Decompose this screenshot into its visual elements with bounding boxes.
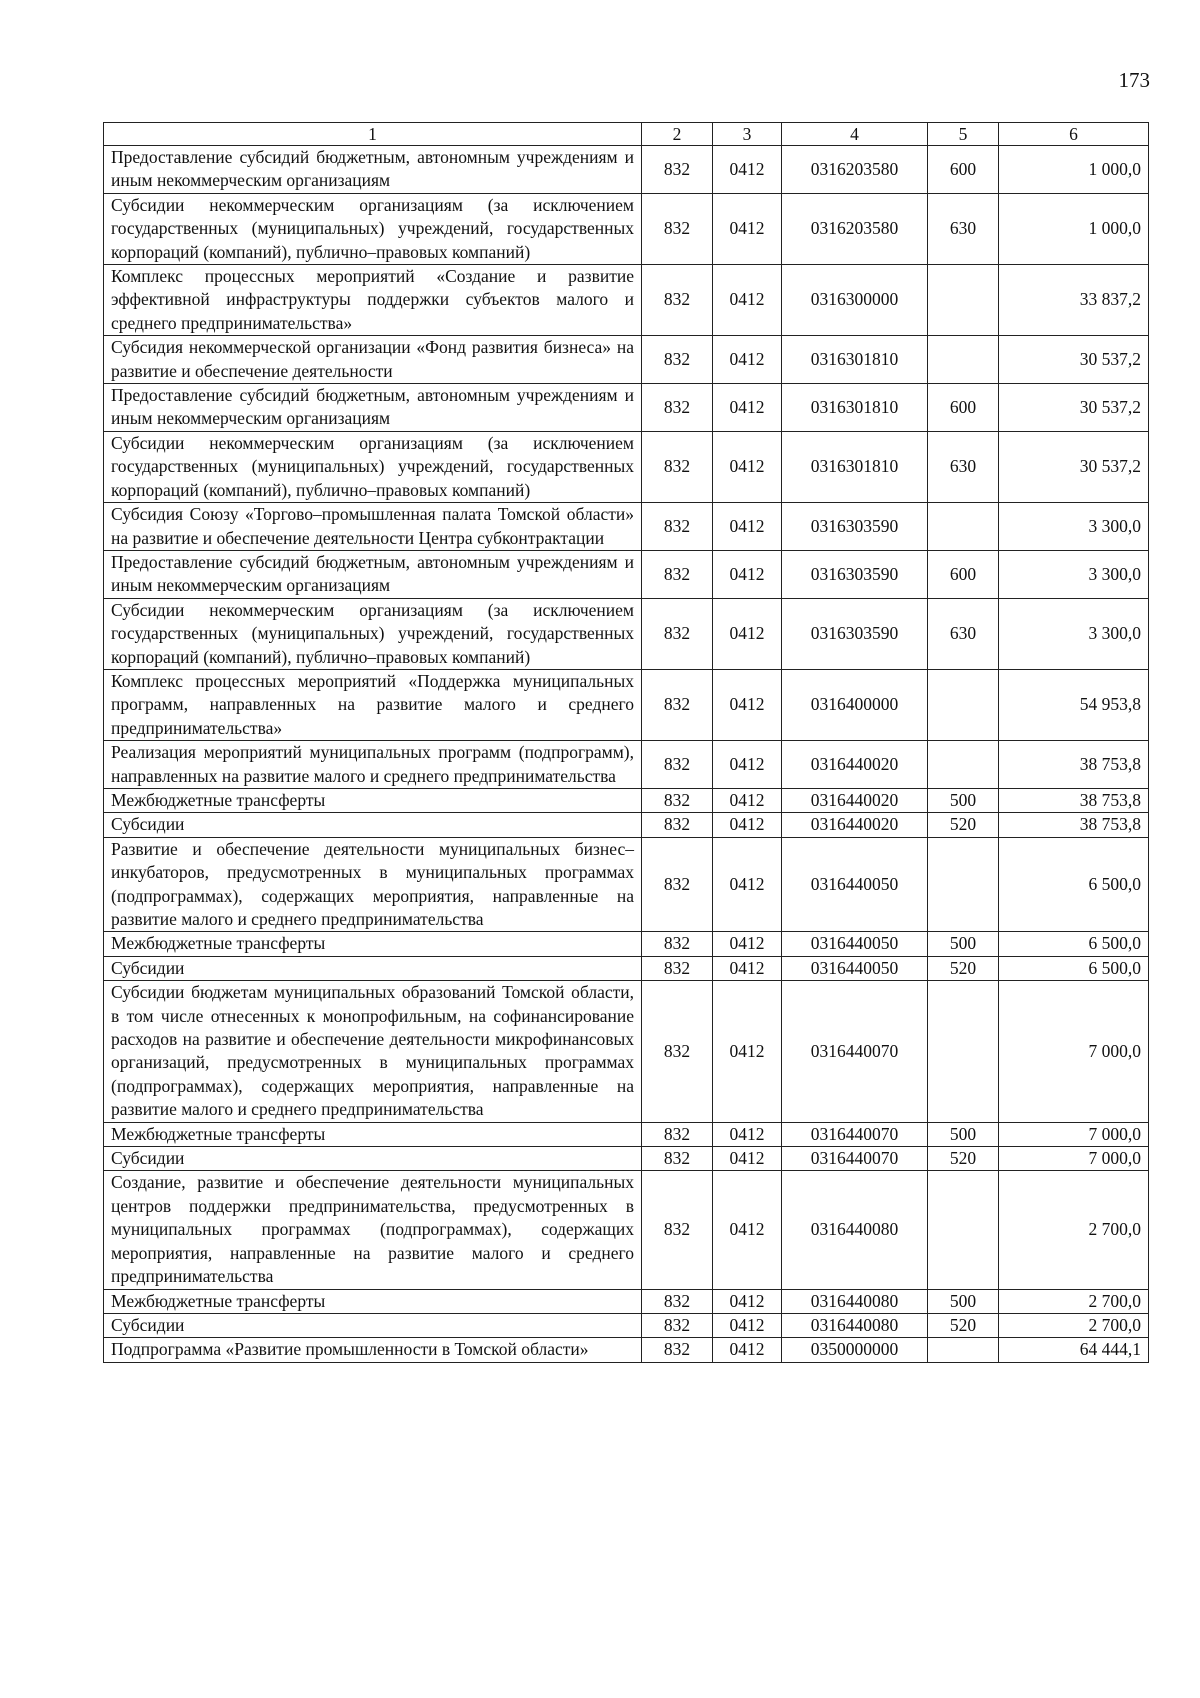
target-article-cell: 0316440070	[782, 981, 928, 1122]
amount-cell: 38 753,8	[999, 788, 1149, 812]
section-code-cell: 0412	[713, 1171, 782, 1289]
table-row	[104, 193, 1149, 264]
row-name-cell: Создание, развитие и обеспечение деятельности муниципальных центров поддержки предпринимательства, предусмотренных в муниципальных программах (подпрограммах), содержащих мероприятия, направленные на развитие малого и среднего предпринимательства	[104, 1171, 642, 1289]
table-row	[104, 265, 1149, 336]
amount-cell: 3 300,0	[999, 550, 1149, 598]
amount-cell: 54 953,8	[999, 669, 1149, 740]
row-name-cell: Субсидия Союзу «Торгово–промышленная палата Томской области» на развитие и обеспечение деятельности Центра субконтрактации	[104, 503, 642, 551]
target-article-cell: 0316301810	[782, 384, 928, 432]
target-article-cell: 0316440020	[782, 813, 928, 837]
section-code-cell: 0412	[713, 669, 782, 740]
table-row	[104, 956, 1149, 980]
target-article-cell: 0316301810	[782, 431, 928, 502]
ministry-code-cell: 832	[642, 813, 713, 837]
ministry-code-cell: 832	[642, 431, 713, 502]
amount-cell: 3 300,0	[999, 503, 1149, 551]
expense-type-cell: 600	[928, 550, 999, 598]
expense-type-cell	[928, 837, 999, 932]
row-name-cell: Субсидии некоммерческим организациям (за исключением государственных (муниципальных) учреждений, государственных корпораций (компаний), публично–правовых компаний)	[104, 193, 642, 264]
target-article-cell: 0316303590	[782, 550, 928, 598]
amount-cell: 33 837,2	[999, 265, 1149, 336]
table-row	[104, 669, 1149, 740]
row-name-cell: Развитие и обеспечение деятельности муниципальных бизнес–инкубаторов, предусмотренных в муниципальных программах (подпрограммах), содержащих мероприятия, направленные на развитие малого и среднего предпринимательства	[104, 837, 642, 932]
amount-cell: 3 300,0	[999, 598, 1149, 669]
ministry-code-cell: 832	[642, 837, 713, 932]
amount-cell: 6 500,0	[999, 932, 1149, 956]
row-name-cell: Комплекс процессных мероприятий «Поддержка муниципальных программ, направленных на развитие малого и среднего предпринимательства»	[104, 669, 642, 740]
ministry-code-cell: 832	[642, 1289, 713, 1313]
amount-cell: 2 700,0	[999, 1313, 1149, 1337]
section-code-cell: 0412	[713, 741, 782, 789]
ministry-code-cell: 832	[642, 741, 713, 789]
row-name-cell: Подпрограмма «Развитие промышленности в Томской области»	[104, 1338, 642, 1362]
ministry-code-cell: 832	[642, 981, 713, 1122]
target-article-cell: 0316440020	[782, 741, 928, 789]
row-name-cell: Субсидии	[104, 813, 642, 837]
expense-type-cell: 630	[928, 193, 999, 264]
ministry-code-cell: 832	[642, 956, 713, 980]
table-row	[104, 503, 1149, 551]
ministry-code-cell: 832	[642, 932, 713, 956]
row-name-cell: Межбюджетные трансферты	[104, 788, 642, 812]
ministry-code-cell: 832	[642, 265, 713, 336]
expense-type-cell: 520	[928, 813, 999, 837]
section-code-cell: 0412	[713, 813, 782, 837]
target-article-cell: 0316440050	[782, 837, 928, 932]
expense-type-cell: 520	[928, 1313, 999, 1337]
expense-type-cell: 520	[928, 1147, 999, 1171]
amount-cell: 6 500,0	[999, 837, 1149, 932]
section-code-cell: 0412	[713, 1313, 782, 1337]
table-row	[104, 1147, 1149, 1171]
amount-cell: 2 700,0	[999, 1289, 1149, 1313]
table-row	[104, 384, 1149, 432]
table-row	[104, 1313, 1149, 1337]
expense-type-cell: 600	[928, 146, 999, 194]
section-code-cell: 0412	[713, 598, 782, 669]
section-code-cell: 0412	[713, 193, 782, 264]
table-row	[104, 981, 1149, 1122]
page-number: 173	[1118, 68, 1150, 92]
expense-type-cell: 600	[928, 384, 999, 432]
ministry-code-cell: 832	[642, 336, 713, 384]
expense-type-cell: 630	[928, 598, 999, 669]
table-row	[104, 146, 1149, 194]
target-article-cell: 0316203580	[782, 193, 928, 264]
row-name-cell: Субсидии некоммерческим организациям (за исключением государственных (муниципальных) учреждений, государственных корпораций (компаний), публично–правовых компаний)	[104, 598, 642, 669]
row-name-cell: Межбюджетные трансферты	[104, 1122, 642, 1146]
table-row	[104, 813, 1149, 837]
target-article-cell: 0316400000	[782, 669, 928, 740]
section-code-cell: 0412	[713, 956, 782, 980]
table-row	[104, 1171, 1149, 1289]
section-code-cell: 0412	[713, 788, 782, 812]
target-article-cell: 0316203580	[782, 146, 928, 194]
target-article-cell: 0316303590	[782, 598, 928, 669]
expense-type-cell: 500	[928, 1289, 999, 1313]
section-code-cell: 0412	[713, 146, 782, 194]
header-cell: 6	[999, 123, 1149, 146]
table-row	[104, 431, 1149, 502]
expense-type-cell	[928, 503, 999, 551]
table-header-row	[104, 123, 1149, 146]
header-cell: 2	[642, 123, 713, 146]
row-name-cell: Комплекс процессных мероприятий «Создание и развитие эффективной инфраструктуры поддержки субъектов малого и среднего предпринимательства»	[104, 265, 642, 336]
amount-cell: 30 537,2	[999, 384, 1149, 432]
row-name-cell: Предоставление субсидий бюджетным, автономным учреждениям и иным некоммерческим организациям	[104, 550, 642, 598]
section-code-cell: 0412	[713, 1289, 782, 1313]
section-code-cell: 0412	[713, 550, 782, 598]
ministry-code-cell: 832	[642, 550, 713, 598]
ministry-code-cell: 832	[642, 146, 713, 194]
expense-type-cell	[928, 981, 999, 1122]
target-article-cell: 0316440080	[782, 1289, 928, 1313]
amount-cell: 38 753,8	[999, 813, 1149, 837]
table-row	[104, 1289, 1149, 1313]
target-article-cell: 0316440050	[782, 932, 928, 956]
table-row	[104, 1338, 1149, 1362]
target-article-cell: 0316440050	[782, 956, 928, 980]
amount-cell: 1 000,0	[999, 146, 1149, 194]
header-cell: 5	[928, 123, 999, 146]
amount-cell: 30 537,2	[999, 336, 1149, 384]
target-article-cell: 0316440080	[782, 1171, 928, 1289]
table-row	[104, 550, 1149, 598]
header-cell: 3	[713, 123, 782, 146]
section-code-cell: 0412	[713, 265, 782, 336]
table-row	[104, 336, 1149, 384]
expense-type-cell: 500	[928, 932, 999, 956]
expense-type-cell	[928, 741, 999, 789]
expense-type-cell	[928, 265, 999, 336]
row-name-cell: Межбюджетные трансферты	[104, 1289, 642, 1313]
section-code-cell: 0412	[713, 1147, 782, 1171]
table-row	[104, 1122, 1149, 1146]
row-name-cell: Субсидия некоммерческой организации «Фонд развития бизнеса» на развитие и обеспечение деятельности	[104, 336, 642, 384]
section-code-cell: 0412	[713, 932, 782, 956]
amount-cell: 7 000,0	[999, 1147, 1149, 1171]
expense-type-cell	[928, 336, 999, 384]
header-cell: 1	[104, 123, 642, 146]
target-article-cell: 0316440080	[782, 1313, 928, 1337]
expense-type-cell: 500	[928, 1122, 999, 1146]
row-name-cell: Предоставление субсидий бюджетным, автономным учреждениям и иным некоммерческим организациям	[104, 384, 642, 432]
target-article-cell: 0316440070	[782, 1147, 928, 1171]
target-article-cell: 0316440020	[782, 788, 928, 812]
section-code-cell: 0412	[713, 503, 782, 551]
ministry-code-cell: 832	[642, 1122, 713, 1146]
section-code-cell: 0412	[713, 837, 782, 932]
expense-type-cell	[928, 1338, 999, 1362]
row-name-cell: Межбюджетные трансферты	[104, 932, 642, 956]
ministry-code-cell: 832	[642, 1338, 713, 1362]
expense-type-cell	[928, 1171, 999, 1289]
ministry-code-cell: 832	[642, 384, 713, 432]
table-row	[104, 932, 1149, 956]
row-name-cell: Субсидии бюджетам муниципальных образований Томской области, в том числе отнесенных к монопрофильным, на софинансирование расходов на развитие и обеспечение деятельности микрофинансовых организаций, предусмотренных в муниципальных программах (подпрограммах), содержащих мероприятия, направленные на развитие малого и среднего предпринимательства	[104, 981, 642, 1122]
target-article-cell: 0316303590	[782, 503, 928, 551]
expense-type-cell: 500	[928, 788, 999, 812]
amount-cell: 6 500,0	[999, 956, 1149, 980]
ministry-code-cell: 832	[642, 1171, 713, 1289]
ministry-code-cell: 832	[642, 503, 713, 551]
target-article-cell: 0316300000	[782, 265, 928, 336]
section-code-cell: 0412	[713, 1338, 782, 1362]
amount-cell: 1 000,0	[999, 193, 1149, 264]
row-name-cell: Субсидии	[104, 1313, 642, 1337]
amount-cell: 30 537,2	[999, 431, 1149, 502]
table-row	[104, 741, 1149, 789]
row-name-cell: Субсидии	[104, 956, 642, 980]
amount-cell: 64 444,1	[999, 1338, 1149, 1362]
target-article-cell: 0350000000	[782, 1338, 928, 1362]
ministry-code-cell: 832	[642, 669, 713, 740]
row-name-cell: Субсидии	[104, 1147, 642, 1171]
ministry-code-cell: 832	[642, 598, 713, 669]
expense-type-cell: 630	[928, 431, 999, 502]
header-cell: 4	[782, 123, 928, 146]
table-row	[104, 788, 1149, 812]
amount-cell: 7 000,0	[999, 1122, 1149, 1146]
target-article-cell: 0316440070	[782, 1122, 928, 1146]
table-body	[104, 146, 1149, 1363]
ministry-code-cell: 832	[642, 788, 713, 812]
row-name-cell: Субсидии некоммерческим организациям (за исключением государственных (муниципальных) учреждений, государственных корпораций (компаний), публично–правовых компаний)	[104, 431, 642, 502]
table-row	[104, 598, 1149, 669]
section-code-cell: 0412	[713, 336, 782, 384]
budget-table	[103, 122, 1149, 1363]
amount-cell: 7 000,0	[999, 981, 1149, 1122]
row-name-cell: Предоставление субсидий бюджетным, автономным учреждениям и иным некоммерческим организациям	[104, 146, 642, 194]
section-code-cell: 0412	[713, 1122, 782, 1146]
expense-type-cell: 520	[928, 956, 999, 980]
amount-cell: 38 753,8	[999, 741, 1149, 789]
section-code-cell: 0412	[713, 431, 782, 502]
ministry-code-cell: 832	[642, 1313, 713, 1337]
amount-cell: 2 700,0	[999, 1171, 1149, 1289]
row-name-cell: Реализация мероприятий муниципальных программ (подпрограмм), направленных на развитие малого и среднего предпринимательства	[104, 741, 642, 789]
section-code-cell: 0412	[713, 981, 782, 1122]
ministry-code-cell: 832	[642, 193, 713, 264]
ministry-code-cell: 832	[642, 1147, 713, 1171]
table-row	[104, 837, 1149, 932]
target-article-cell: 0316301810	[782, 336, 928, 384]
expense-type-cell	[928, 669, 999, 740]
section-code-cell: 0412	[713, 384, 782, 432]
